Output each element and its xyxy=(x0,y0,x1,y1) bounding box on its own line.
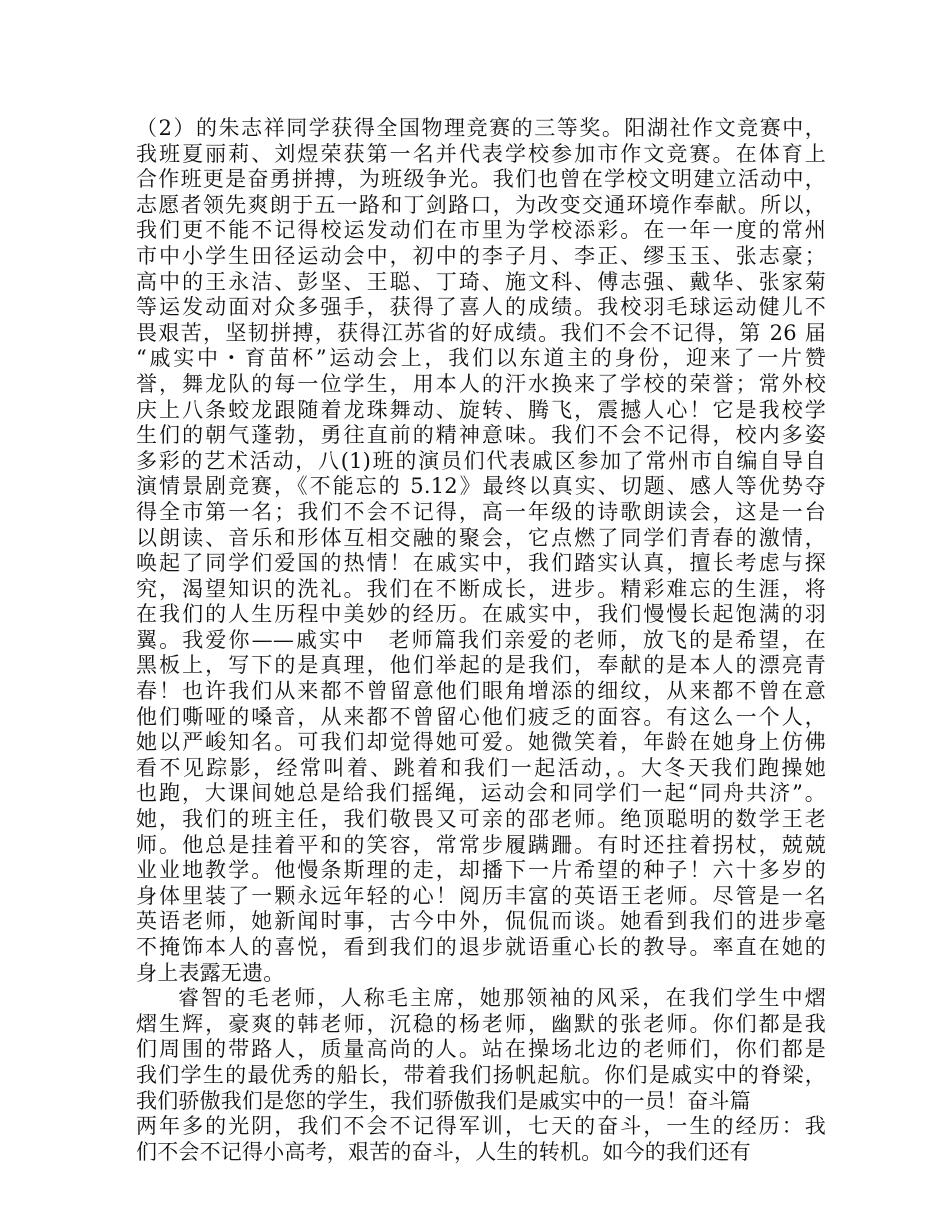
text-line: 究，渴望知识的洗礼。我们在不断成长，进步。精彩难忘的生涯，将 xyxy=(136,576,826,601)
text-line: 英语老师，她新闻时事，古今中外，侃侃而谈。她看到我们的进步毫 xyxy=(136,909,826,934)
text-line: 翼。我爱你——戚实中 老师篇我们亲爱的老师，放飞的是希望，在 xyxy=(136,627,826,652)
text-line: 看不见踪影，经常叫着、跳着和我们一起活动，。大冬天我们跑操她 xyxy=(136,755,826,780)
text-line: 我们骄傲我们是您的学生，我们骄傲我们是戚实中的一员！奋斗篇 xyxy=(136,1088,751,1113)
text-line: 我们学生的最优秀的船长，带着我们扬帆起航。你们是戚实中的脊梁， xyxy=(136,1062,826,1087)
text-line: 身体里装了一颗永远年轻的心！阅历丰富的英语王老师。尽管是一名 xyxy=(136,883,826,908)
text-line: 她以严峻知名。可我们却觉得她可爱。她微笑着，年龄在她身上仿佛 xyxy=(136,730,826,755)
text-line: 市中小学生田径运动会中，初中的李子月、李正、缪玉玉、张志豪； xyxy=(136,243,826,268)
text-line: 睿智的毛老师，人称毛主席，她那领袖的风采，在我们学生中熠 xyxy=(178,986,826,1011)
text-line: 身上表露无遗。 xyxy=(136,960,285,985)
text-line: 庆上八条蛟龙跟随着龙珠舞动、旋转、腾飞，震撼人心！它是我校学 xyxy=(136,397,826,422)
text-line: 演情景剧竞赛，《不能忘的 5.12》最终以真实、切题、感人等优势夺 xyxy=(136,474,826,499)
text-line: 我班夏丽莉、刘煜荣获第一名并代表学校参加市作文竞赛。在体育上 xyxy=(136,141,826,166)
text-line: 多彩的艺术活动，八(1)班的演员们代表戚区参加了常州市自编自导自 xyxy=(136,448,826,473)
text-line: 业业地教学。他慢条斯理的走，却播下一片希望的种子！六十多岁的 xyxy=(136,858,826,883)
text-line: 春！也许我们从来都不曾留意他们眼角增添的细纹，从来都不曾在意 xyxy=(136,679,826,704)
text-line: 誉，舞龙队的每一位学生，用本人的汗水换来了学校的荣誉；常外校 xyxy=(136,371,826,396)
text-line: 黑板上，写下的是真理，他们举起的是我们，奉献的是本人的漂亮青 xyxy=(136,653,826,678)
text-line: “戚实中・育苗杯”运动会上，我们以东道主的身份，迎来了一片赞 xyxy=(136,346,826,371)
text-line: 等运发动面对众多强手，获得了喜人的成绩。我校羽毛球运动健儿不 xyxy=(136,295,826,320)
text-line: （2）的朱志祥同学获得全国物理竞赛的三等奖。阳湖社作文竞赛中， xyxy=(136,116,826,140)
text-line: 得全市第一名；我们不会不记得，高一年级的诗歌朗读会，这是一台 xyxy=(136,499,826,524)
text-line: 两年多的光阴，我们不会不记得军训，七天的奋斗，一生的经历：我 xyxy=(136,1114,826,1139)
body-text xyxy=(136,116,826,1165)
text-line: 在我们的人生历程中美妙的经历。在戚实中，我们慢慢长起饱满的羽 xyxy=(136,602,826,627)
text-line: 师。他总是挂着平和的笑容，常常步履蹒跚。有时还拄着拐杖，兢兢 xyxy=(136,832,826,857)
text-line: 以朗读、音乐和形体互相交融的聚会，它点燃了同学们青春的激情， xyxy=(136,525,826,550)
text-line: 高中的王永洁、彭坚、王聪、丁琦、施文科、傅志强、戴华、张家菊 xyxy=(136,269,826,294)
text-line: 熠生辉，豪爽的韩老师，沉稳的杨老师，幽默的张老师。你们都是我 xyxy=(136,1011,826,1036)
text-line: 畏艰苦，坚韧拼搏，获得江苏省的好成绩。我们不会不记得，第 26 届 xyxy=(136,320,826,345)
text-line: 我们更不能不记得校运发动们在市里为学校添彩。在一年一度的常州 xyxy=(136,218,826,243)
text-line: 她，我们的班主任，我们敬畏又可亲的邵老师。绝顶聪明的数学王老 xyxy=(136,807,826,832)
text-line: 也跑，大课间她总是给我们摇绳，运动会和同学们一起“同舟共济”。 xyxy=(136,781,826,806)
text-line: 们周围的带路人，质量高尚的人。站在操场北边的老师们，你们都是 xyxy=(136,1037,826,1062)
text-line: 生们的朝气蓬勃，勇往直前的精神意味。我们不会不记得，校内多姿 xyxy=(136,423,826,448)
text-line: 不掩饰本人的喜悦，看到我们的退步就语重心长的教导。率直在她的 xyxy=(136,935,826,959)
text-line: 他们嘶哑的嗓音，从来都不曾留心他们疲乏的面容。有这么一个人， xyxy=(136,704,826,729)
text-line: 志愿者领先爽朗于五一路和丁剑路口，为改变交通环境作奉献。所以， xyxy=(136,192,826,217)
text-line: 们不会不记得小高考，艰苦的奋斗，人生的转机。如今的我们还有 xyxy=(136,1139,751,1164)
text-line: 唤起了同学们爱国的热情！在戚实中，我们踏实认真，擅长考虑与探 xyxy=(136,551,826,576)
text-line: 合作班更是奋勇拼搏，为班级争光。我们也曾在学校文明建立活动中， xyxy=(136,167,826,192)
